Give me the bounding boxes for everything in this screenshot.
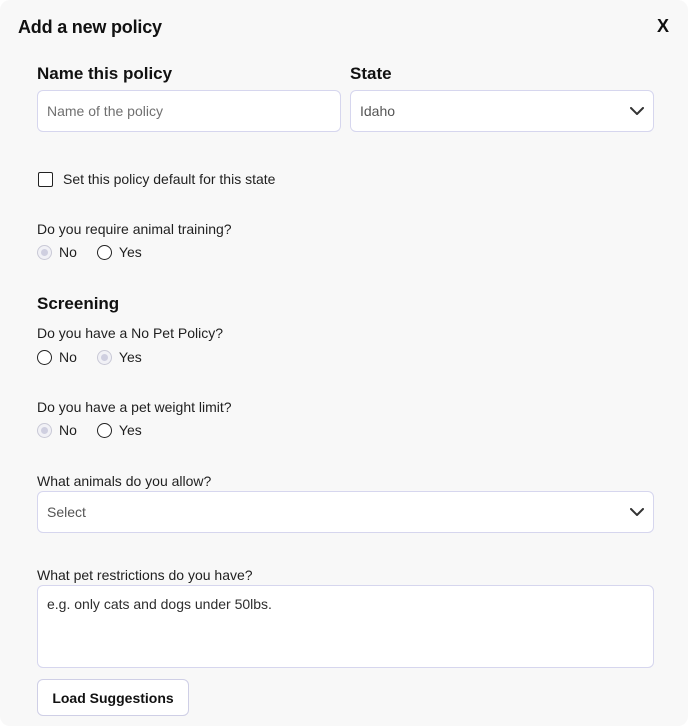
state-select-value: Idaho [360,103,396,119]
radio-button[interactable] [97,350,112,365]
radio-label: Yes [118,244,142,260]
default-checkbox[interactable] [38,172,53,187]
chevron-down-icon [630,505,644,519]
chevron-down-icon [630,104,644,118]
modal-title: Add a new policy [18,17,162,37]
close-button[interactable]: X [656,16,669,36]
weight-limit-question: Do you have a pet weight limit? [37,399,232,415]
radio-label: No [59,422,77,438]
radio-label: Yes [118,349,142,365]
screening-heading: Screening [37,294,120,313]
weight-limit-option-no[interactable] [37,422,77,438]
state-select[interactable] [350,90,654,132]
default-checkbox-label: Set this policy default for this state [63,171,276,187]
animal-training-question: Do you require animal training? [37,221,232,237]
no-pet-policy-option-no[interactable] [37,349,77,365]
restrictions-textarea[interactable] [37,585,654,668]
radio-button[interactable] [97,245,112,260]
no-pet-policy-option-yes[interactable] [97,349,142,365]
animal-training-option-yes[interactable] [97,244,142,260]
default-checkbox-row[interactable] [38,171,275,187]
radio-button[interactable] [97,423,112,438]
state-label: State [350,64,392,83]
policy-name-input[interactable] [37,90,341,132]
weight-limit-option-yes[interactable] [97,422,142,438]
radio-button[interactable] [37,245,52,260]
animals-allowed-select[interactable] [37,491,654,533]
radio-label: No [59,349,77,365]
policy-name-label: Name this policy [37,64,173,83]
restrictions-question: What pet restrictions do you have? [37,567,253,583]
animals-allowed-question: What animals do you allow? [37,473,212,489]
radio-button[interactable] [37,423,52,438]
radio-label: Yes [118,422,142,438]
weight-limit-radio-group [37,422,162,438]
animals-allowed-select-value: Select [47,504,86,520]
animal-training-radio-group [37,244,162,260]
no-pet-policy-radio-group [37,349,162,365]
animal-training-option-no[interactable] [37,244,77,260]
no-pet-policy-question: Do you have a No Pet Policy? [37,325,223,341]
load-suggestions-button[interactable]: Load Suggestions [37,679,189,716]
radio-button[interactable] [37,350,52,365]
radio-label: No [59,244,77,260]
